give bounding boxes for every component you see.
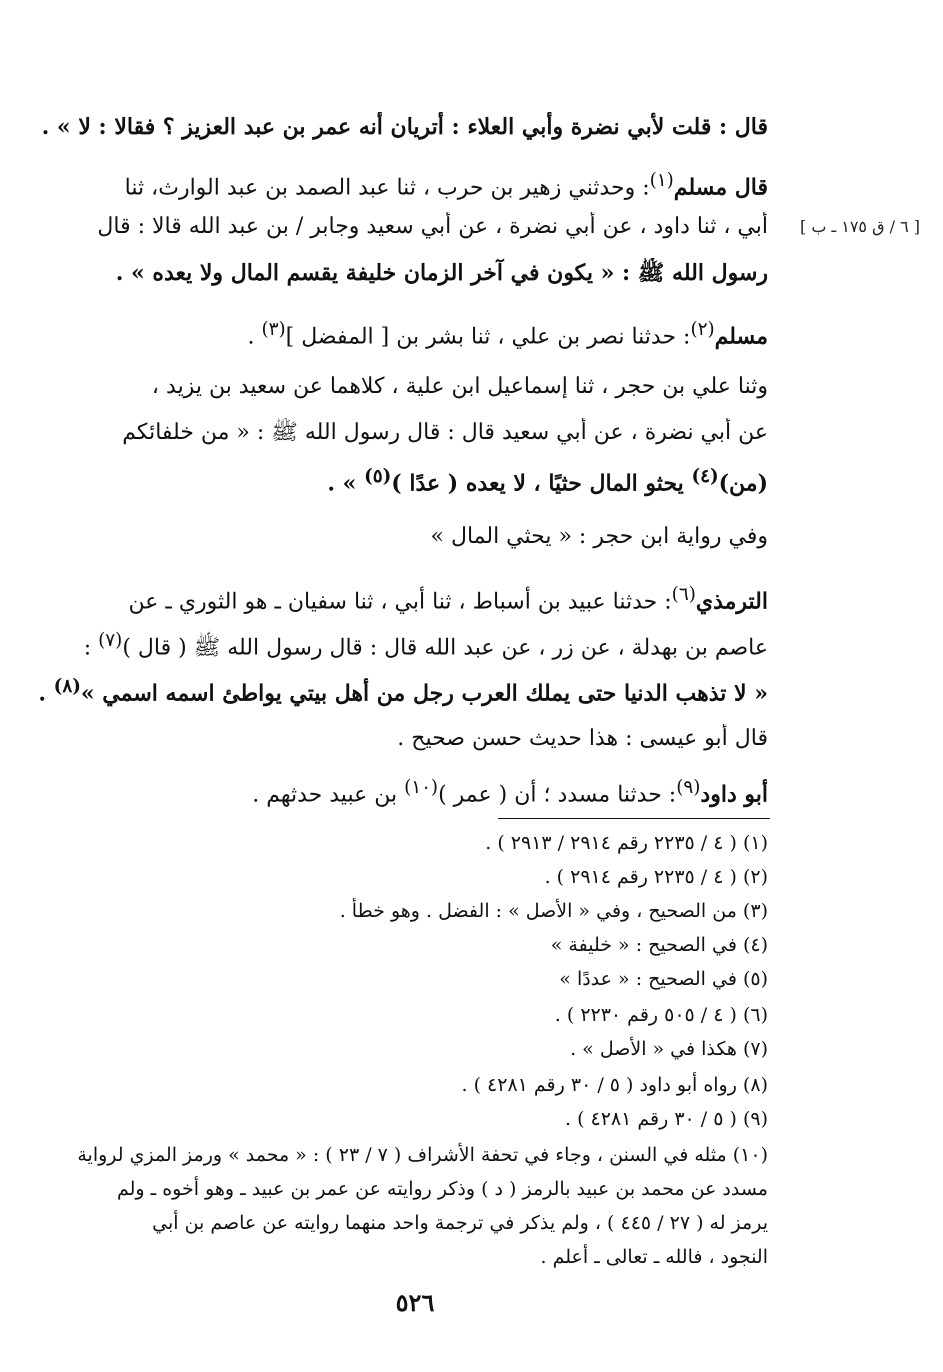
body-text: : وحدثني زهير بن حرب ، ثنا عبد الصمد بن عبد الوارث، ثنا [124,175,650,201]
footnote-ref: (٣) [261,319,286,340]
body-text: قال : قلت لأبي نضرة وأبي العلاء : أتريان أنه عمر بن عبد العزيز ؟ فقالا : لا » . [41,114,768,140]
footnote-8: (٨) رواه أبو داود ( ٥ / ٣٠ رقم ٤٢٨١ ) . [461,1074,768,1096]
body-line-2 [30,166,768,203]
source-name: أبو داود [700,781,768,808]
body-text: عاصم بن بهدلة ، عن زر ، عن عبد الله قال : قال رسول الله ﷺ ( قال ) [122,635,768,661]
source-name: قال مسلم [673,174,768,201]
body-text: وثنا علي بن حجر ، ثنا إسماعيل ابن علية ، كلاهما عن سعيد بن يزيد ، [151,374,768,399]
footnote-10-cont-1: مسدد عن محمد بن عبيد بالرمز ( د ) وذكر روايته عن عمر بن عبيد ـ وهو أخوه ـ ولم [116,1178,768,1200]
footnote-7: (٧) هكذا في « الأصل » . [570,1038,768,1060]
body-text-tail: . [38,680,54,707]
footnote-ref: (٩) [676,777,701,798]
footnote-2: (٢) ( ٤ / ٢٢٣٥ رقم ٢٩١٤ ) . [544,866,768,888]
footnote-divider [498,818,770,819]
source-name: الترمذي [695,588,768,615]
footnote-ref: (٥) [364,466,392,487]
manuscript-folio-note: [ ٦ / ق ١٧٥ ـ ب ] [799,217,920,236]
hadith-text: (من) [718,470,768,497]
body-line-14 [30,773,768,810]
body-line-8 [30,462,768,498]
source-name: مسلم [714,323,768,350]
body-text-tail: بن عبيد حدثهم . [252,782,405,808]
footnote-5: (٥) في الصحيح : « عددًا » [559,968,768,990]
body-line-9 [30,522,768,552]
body-text: قال أبو عيسى : هذا حديث حسن صحيح . [397,726,768,751]
footnote-ref: (١) [649,170,674,191]
footnote-3: (٣) من الصحيح ، وفي « الأصل » : الفضل . وهو خطأ . [339,900,768,922]
footnote-ref: (٢) [690,319,715,340]
hadith-text: « لا تذهب الدنيا حتى يملك العرب رجل من أهل بيتي يواطئ اسمه اسمي » [80,680,768,707]
body-text: وفي رواية ابن حجر : « يحثي المال » [430,524,768,549]
body-text-tail: : [83,635,99,661]
footnote-ref: (٤) [691,466,719,487]
footnote-10: (١٠) مثله في السنن ، وجاء في تحفة الأشراف ( ٧ / ٢٣ ) : « محمد » ورمز المزي لرواية [77,1144,768,1166]
footnote-10-cont-3: النجود ، فالله ـ تعالى ـ أعلم . [540,1246,768,1268]
body-line-6 [30,372,768,402]
body-text: : حدثنا عبيد بن أسباط ، ثنا أبي ، ثنا سفيان ـ هو الثوري ـ عن [128,589,672,615]
footnote-4: (٤) في الصحيح : « خليفة » [550,934,768,956]
body-line-11 [30,626,768,663]
footnote-10-cont-2: يرمز له ( ٢٧ / ٤٤٥ ) ، ولم يذكر في ترجمة واحد منهما روايته عن عاصم بن أبي [152,1212,768,1234]
body-text-tail: . [247,324,262,350]
body-text: أبي ، ثنا داود ، عن أبي نضرة ، عن أبي سعيد وجابر / بن عبد الله قالا : قال [97,214,768,239]
body-line-7 [30,418,768,448]
footnote-ref: (١٠) [404,777,439,798]
hadith-text: يحثو المال حثيًا ، لا يعده ( عدًا ) [391,470,692,497]
body-line-12 [30,672,768,708]
body-line-10 [30,580,768,617]
body-line-4 [30,258,768,288]
footnote-9: (٩) ( ٥ / ٣٠ رقم ٤٢٨١ ) . [564,1108,768,1130]
body-text: : حدثنا مسدد ؛ أن ( عمر ) [438,782,677,808]
footnote-ref: (٧) [98,630,123,651]
hadith-text: رسول الله ﷺ : « يكون في آخر الزمان خليفة يقسم المال ولا يعده » . [115,260,768,286]
body-line-5 [30,315,768,352]
footnote-ref: (٦) [671,584,696,605]
body-line-13 [30,724,768,754]
page-number: ٥٢٦ [395,1288,435,1317]
body-text: : حدثنا نصر بن علي ، ثنا بشر بن [ المفضل ] [285,324,691,350]
body-text: عن أبي نضرة ، عن أبي سعيد قال : قال رسول الله ﷺ : « من خلفائكم [122,420,768,445]
body-line-1 [30,112,768,142]
footnote-6: (٦) ( ٤ / ٥٠٥ رقم ٢٢٣٠ ) . [554,1004,768,1026]
body-line-3 [30,212,768,242]
body-text-tail: » . [327,470,365,497]
footnote-ref: (٨) [53,676,81,697]
footnote-1: (١) ( ٤ / ٢٢٣٥ رقم ٢٩١٤ / ٢٩١٣ ) . [485,832,768,854]
